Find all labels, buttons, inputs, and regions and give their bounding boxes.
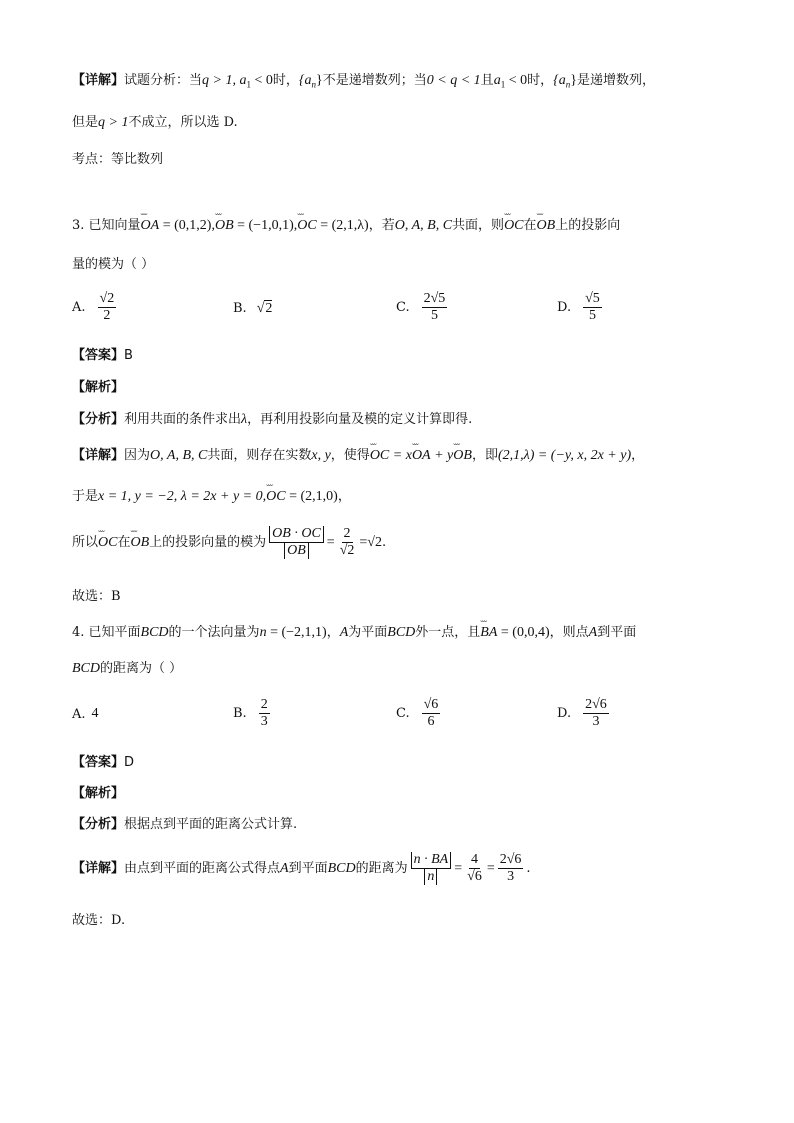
q4-distance-fraction: $\frac{n \cdot BA}{n}$ <box>411 852 452 885</box>
q4-fenxi: 【分析】根据点到平面的距离公式计算. <box>72 817 298 832</box>
prev-detail-line1: 【详解】试题分析：当q > 1, $a_1 < 0$时，$\{a_n\}$不是递增数列；当0 < q < 1且$a_1 < 0$时，$\{a_n\}$是递增数列， <box>72 73 655 90</box>
q4-answer: 【答案】D <box>72 755 135 770</box>
q4-analysis-label: 【解析】 <box>72 786 125 801</box>
q4-option-c: C. $\frac{√6}{6}$ <box>396 697 439 729</box>
detail-label: 【详解】 <box>72 73 125 88</box>
q3-choose: 故选：B <box>72 589 121 604</box>
q3-option-a: A. $\frac{√2}{2}$ <box>72 291 115 323</box>
q3-analysis-label: 【解析】 <box>72 380 125 395</box>
vector-oc: ˘˘˘ OC <box>297 217 316 235</box>
q3-option-b: B. √2 <box>233 301 273 316</box>
q3-hence: 所以 ˘˘˘ OC 在 ˘˘˘ OB 上的投影向量的模为 $\frac{OB \cdot OC}{OB}$ = $\frac{2}{√2}$ = √2 . <box>72 526 386 559</box>
q4-stem-line2: BCD的距离为（ ） <box>72 661 183 676</box>
q4-stem-line1: 4. 已知平面BCD的一个法向量为n = (−2,1,1)，A为平面BCD外一点，且˘˘˘ BA = (0,0,4)，则点A到平面 <box>72 624 636 642</box>
q4-choose: 故选：D. <box>72 913 126 928</box>
q3-detail: 【详解】因为O, A, B, C共面，则存在实数x, y，使得˘˘˘ OC = x˘˘˘ OA + y˘˘˘ OB，即(2,1,λ) = (−y, x, 2x + y)， <box>72 447 644 465</box>
q3-stem-line1: 3. 已知向量˘˘˘ OA = (0,1,2),˘˘˘ OB = (−1,0,1),˘˘˘ OC = (2,1,λ)，若O, A, B, C共面，则˘˘˘ OC在˘˘˘ OB上的投影向 <box>72 217 620 235</box>
q3-stem-line2: 量的模为（ ） <box>72 257 155 272</box>
prev-topic-line: 考点：等比数列 <box>72 152 164 167</box>
prev-detail-line2: 但是q > 1不成立，所以选 D. <box>72 115 238 130</box>
vector-ob: ˘˘˘ OB <box>215 217 234 235</box>
q3-fenxi: 【分析】利用共面的条件求出λ，再利用投影向量及模的定义计算即得. <box>72 412 473 427</box>
q3-answer: 【答案】B <box>72 348 133 363</box>
q4-option-d: D. $\frac{2√6}{3}$ <box>557 697 607 729</box>
q4-option-b: B. $\frac{2}{3}$ <box>233 697 268 729</box>
q3-option-c: C. $\frac{2√5}{5}$ <box>396 291 446 323</box>
q4-option-a: A. 4 <box>72 706 99 722</box>
vector-oa: ˘˘˘ OA <box>141 217 160 235</box>
q3-so: 于是x = 1, y = −2, λ = 2x + y = 0,˘˘˘ OC = (2,1,0)， <box>72 488 351 506</box>
q3-option-d: D. $\frac{√5}{5}$ <box>557 291 600 323</box>
q4-detail: 【详解】 由点到平面的距离公式得点 A 到平面 BCD 的距离为 $\frac{n \cdot BA}{n}$ = $\frac{4}{√6}$ = $\frac{2√6}{3}$ . <box>72 852 531 884</box>
q3-projection-fraction: $\frac{OB \cdot OC}{OB}$ <box>269 526 324 559</box>
